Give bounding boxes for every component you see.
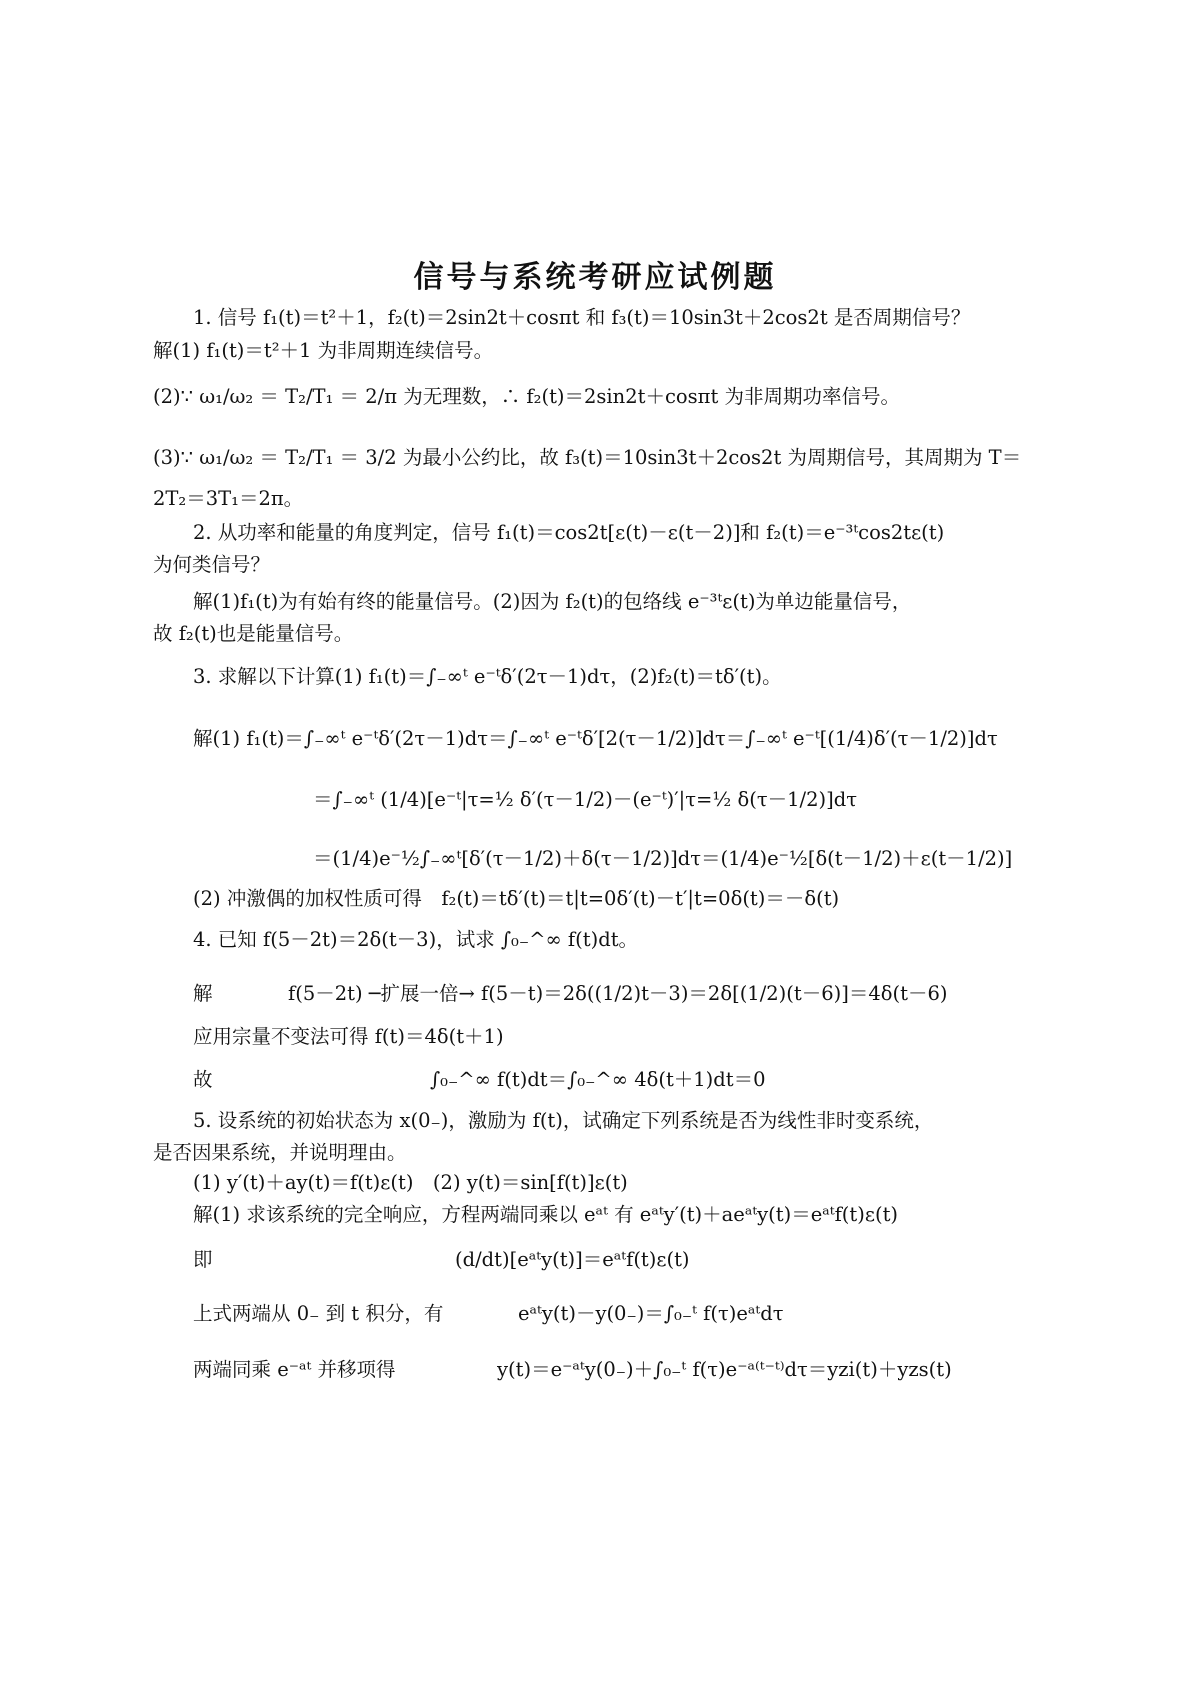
solution-2: 解(1)f₁(t)为有始有终的能量信号。(2)因为 f₂(t)的包络线 e⁻³ᵗε(t)为单边能量信号， [193, 590, 912, 613]
problem-1: 1. 信号 f₁(t)＝t²＋1，f₂(t)＝2sin2t＋cosπt 和 f₃(t)＝10sin3t＋2cos2t 是否周期信号？ [193, 306, 971, 329]
solution-2-cont: 故 f₂(t)也是能量信号。 [153, 622, 354, 645]
solution-5-line-1: 解(1) 求该系统的完全响应，方程两端同乘以 eᵃᵗ 有 eᵃᵗy′(t)＋aeᵃᵗy(t)＝eᵃᵗf(t)ε(t) [193, 1203, 899, 1226]
solution-5-namely-label: 即 [193, 1248, 213, 1271]
solution-3-line-1: 解(1) f₁(t)＝∫₋∞ᵗ e⁻ᵗδ′(2τ－1)dτ＝∫₋∞ᵗ e⁻ᵗδ′[2(τ－1/2)]dτ＝∫₋∞ᵗ e⁻ᵗ[(1/4)δ′(τ－1/2)]dτ [193, 727, 998, 750]
problem-5: 5. 设系统的初始状态为 x(0₋)，激励为 f(t)，试确定下列系统是否为线性非时变系统， [193, 1109, 934, 1132]
solution-1-period: 2T₂＝3T₁＝2π。 [153, 487, 304, 510]
solution-4-label: 解 [193, 982, 213, 1005]
solution-3-line-2: ＝∫₋∞ᵗ (1/4)[e⁻ᵗ|τ=½ δ′(τ－1/2)－(e⁻ᵗ)′|τ=½ δ(τ－1/2)]dτ [313, 788, 857, 811]
solution-3-line-3: ＝(1/4)e⁻½∫₋∞ᵗ[δ′(τ－1/2)＋δ(τ－1/2)]dτ＝(1/4)e⁻½[δ(t－1/2)＋ε(t－1/2)] [313, 847, 1013, 870]
page-title: 信号与系统考研应试例题 [413, 260, 777, 295]
problem-5-systems: (1) y′(t)＋ay(t)＝f(t)ε(t) (2) y(t)＝sin[f(t)]ε(t) [193, 1171, 628, 1194]
solution-1-part-2: (2)∵ ω₁/ω₂ ＝ T₂/T₁ ＝ 2/π 为无理数，∴ f₂(t)＝2sin2t＋cosπt 为非周期功率信号。 [153, 385, 900, 408]
solution-4-therefore-label: 故 [193, 1068, 213, 1091]
solution-4-line-3: ∫₀₋^∞ f(t)dt＝∫₀₋^∞ 4δ(t＋1)dt＝0 [430, 1068, 766, 1091]
solution-3-part-2: (2) 冲激偶的加权性质可得 f₂(t)＝tδ′(t)＝t|t=0δ′(t)－t′|t=0δ(t)＝－δ(t) [193, 887, 840, 910]
solution-5-line-2: (d/dt)[eᵃᵗy(t)]＝eᵃᵗf(t)ε(t) [455, 1248, 690, 1271]
solution-5-multiply-label: 两端同乘 e⁻ᵃᵗ 并移项得 [193, 1358, 396, 1381]
problem-2-cont: 为何类信号？ [153, 553, 271, 576]
solution-1-part-1: 解(1) f₁(t)＝t²＋1 为非周期连续信号。 [153, 339, 494, 362]
solution-1-part-3: (3)∵ ω₁/ω₂ ＝ T₂/T₁ ＝ 3/2 为最小公约比，故 f₃(t)＝10sin3t＋2cos2t 为周期信号，其周期为 T＝ [153, 446, 1022, 469]
solution-5-line-3: eᵃᵗy(t)－y(0₋)＝∫₀₋ᵗ f(τ)eᵃᵗdτ [518, 1302, 784, 1325]
solution-4-line-2: 应用宗量不变法可得 f(t)＝4δ(t＋1) [193, 1025, 504, 1048]
problem-2: 2. 从功率和能量的角度判定，信号 f₁(t)＝cos2t[ε(t)－ε(t－2)]和 f₂(t)＝e⁻³ᵗcos2tε(t) [193, 521, 945, 544]
solution-5-integrate-label: 上式两端从 0₋ 到 t 积分，有 [193, 1302, 444, 1325]
problem-5-cont: 是否因果系统，并说明理由。 [153, 1141, 407, 1164]
solution-4-line-1: f(5－2t) ─扩展一倍→ f(5－t)＝2δ((1/2)t－3)＝2δ[(1/2)(t－6)]＝4δ(t－6) [288, 982, 948, 1005]
problem-4: 4. 已知 f(5－2t)＝2δ(t－3)，试求 ∫₀₋^∞ f(t)dt。 [193, 928, 639, 951]
problem-3: 3. 求解以下计算(1) f₁(t)＝∫₋∞ᵗ e⁻ᵗδ′(2τ－1)dτ，(2)f₂(t)＝tδ′(t)。 [193, 665, 782, 688]
solution-5-line-4: y(t)＝e⁻ᵃᵗy(0₋)＋∫₀₋ᵗ f(τ)e⁻ᵃ⁽ᵗ⁻ᵗ⁾dτ＝yzi(t)＋yzs(t) [497, 1358, 952, 1381]
